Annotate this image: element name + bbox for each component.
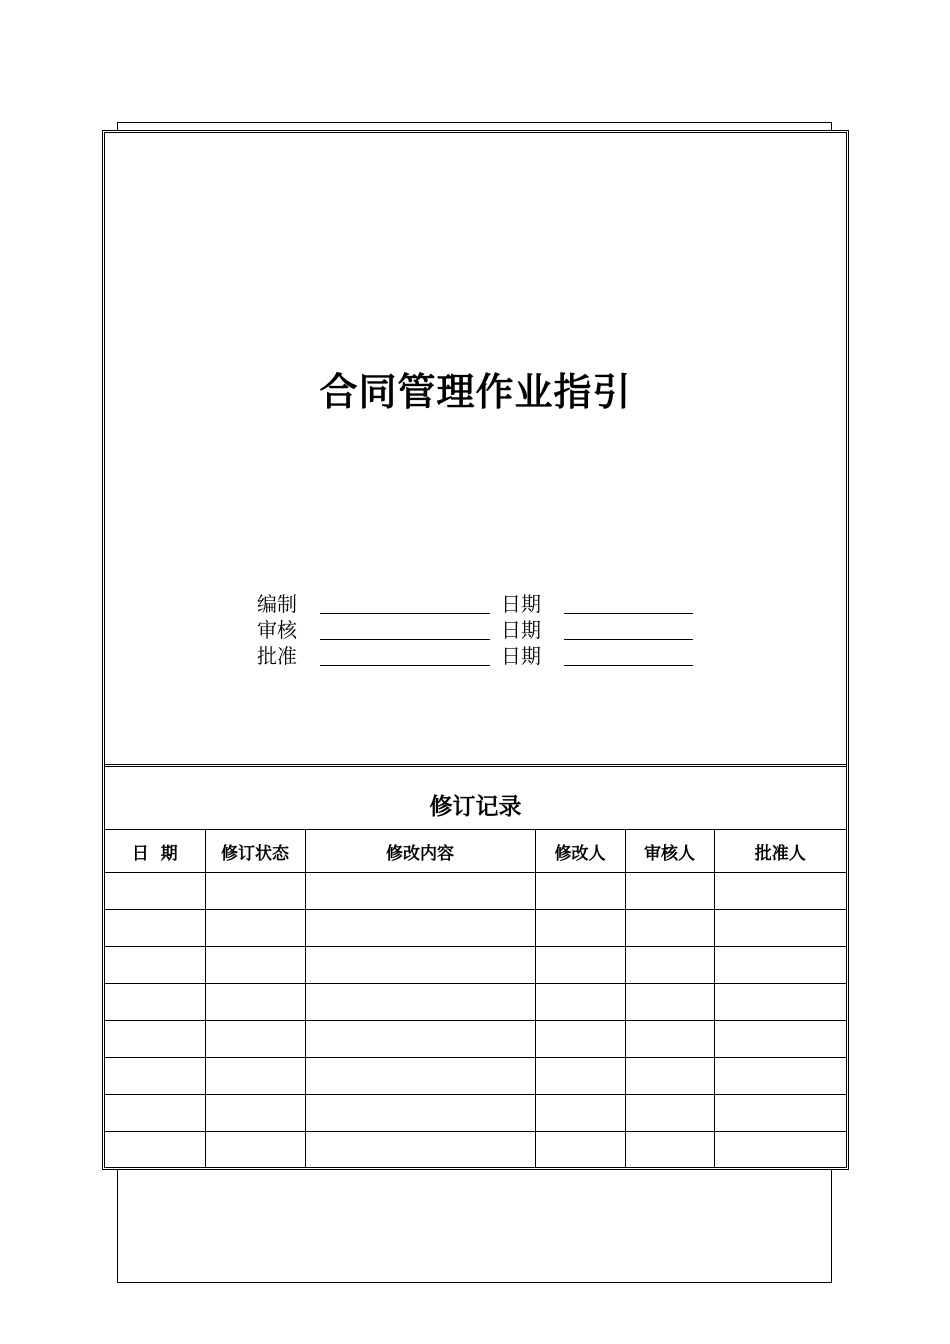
signoff-line (320, 613, 490, 614)
table-cell (625, 1095, 714, 1132)
signoff-line (320, 639, 490, 640)
table-cell (714, 1132, 846, 1169)
table-cell (105, 1058, 205, 1095)
date-line (564, 639, 693, 640)
table-cell (535, 873, 625, 910)
table-cell (105, 1021, 205, 1058)
table-row (105, 984, 846, 1021)
table-cell (625, 984, 714, 1021)
table-row (105, 1021, 846, 1058)
table-cell (714, 910, 846, 947)
table-cell (305, 1132, 535, 1169)
revision-table (105, 829, 846, 1168)
table-row (105, 1132, 846, 1169)
table-cell (714, 1095, 846, 1132)
table-cell (205, 947, 305, 984)
signoff-label: 编制 (257, 592, 297, 616)
table-cell (205, 910, 305, 947)
revision-body (105, 873, 846, 1169)
document-title: 合同管理作业指引 (319, 369, 632, 414)
date-line (564, 665, 693, 666)
table-cell (535, 1095, 625, 1132)
col-modifier: 修改人 (535, 830, 625, 873)
signoff-row-approve (105, 643, 846, 669)
col-date: 日 期 (105, 830, 205, 873)
table-cell (205, 984, 305, 1021)
table-cell (105, 910, 205, 947)
table-cell (714, 1021, 846, 1058)
table-cell (535, 910, 625, 947)
date-line (564, 613, 693, 614)
col-change-content: 修改内容 (305, 830, 535, 873)
table-cell (305, 1095, 535, 1132)
table-cell (105, 873, 205, 910)
table-cell (305, 1021, 535, 1058)
table-row (105, 947, 846, 984)
revision-title: 修订记录 (429, 794, 522, 820)
table-cell (535, 1132, 625, 1169)
document-frame (102, 130, 849, 1170)
signoff-row-review (105, 617, 846, 643)
table-cell (535, 1021, 625, 1058)
table-cell (205, 1058, 305, 1095)
table-cell (305, 947, 535, 984)
table-cell (714, 984, 846, 1021)
table-row (105, 873, 846, 910)
table-cell (305, 873, 535, 910)
table-cell (205, 1021, 305, 1058)
col-approver: 批准人 (714, 830, 846, 873)
table-cell (205, 1095, 305, 1132)
table-row (105, 1095, 846, 1132)
table-cell (305, 910, 535, 947)
table-cell (714, 873, 846, 910)
revision-header-row (105, 830, 846, 873)
table-cell (714, 947, 846, 984)
section-divider (105, 764, 846, 767)
table-cell (625, 1058, 714, 1095)
table-cell (625, 910, 714, 947)
col-revision-status: 修订状态 (205, 830, 305, 873)
col-reviewer: 审核人 (625, 830, 714, 873)
table-cell (625, 947, 714, 984)
signoff-label: 批准 (257, 644, 297, 668)
date-label: 日期 (501, 618, 541, 642)
date-label: 日期 (501, 644, 541, 668)
table-row (105, 910, 846, 947)
table-cell (625, 1021, 714, 1058)
table-cell (105, 984, 205, 1021)
table-cell (205, 1132, 305, 1169)
table-cell (105, 947, 205, 984)
table-cell (305, 1058, 535, 1095)
date-label: 日期 (501, 592, 541, 616)
table-cell (105, 1095, 205, 1132)
table-cell (205, 873, 305, 910)
signoff-row-compile (105, 591, 846, 617)
table-cell (305, 984, 535, 1021)
table-cell (535, 947, 625, 984)
table-row (105, 1058, 846, 1095)
table-cell (105, 1132, 205, 1169)
signoff-line (320, 665, 490, 666)
table-cell (625, 1132, 714, 1169)
table-cell (714, 1058, 846, 1095)
table-cell (535, 1058, 625, 1095)
table-cell (625, 873, 714, 910)
signoff-label: 审核 (257, 618, 297, 642)
table-cell (535, 984, 625, 1021)
